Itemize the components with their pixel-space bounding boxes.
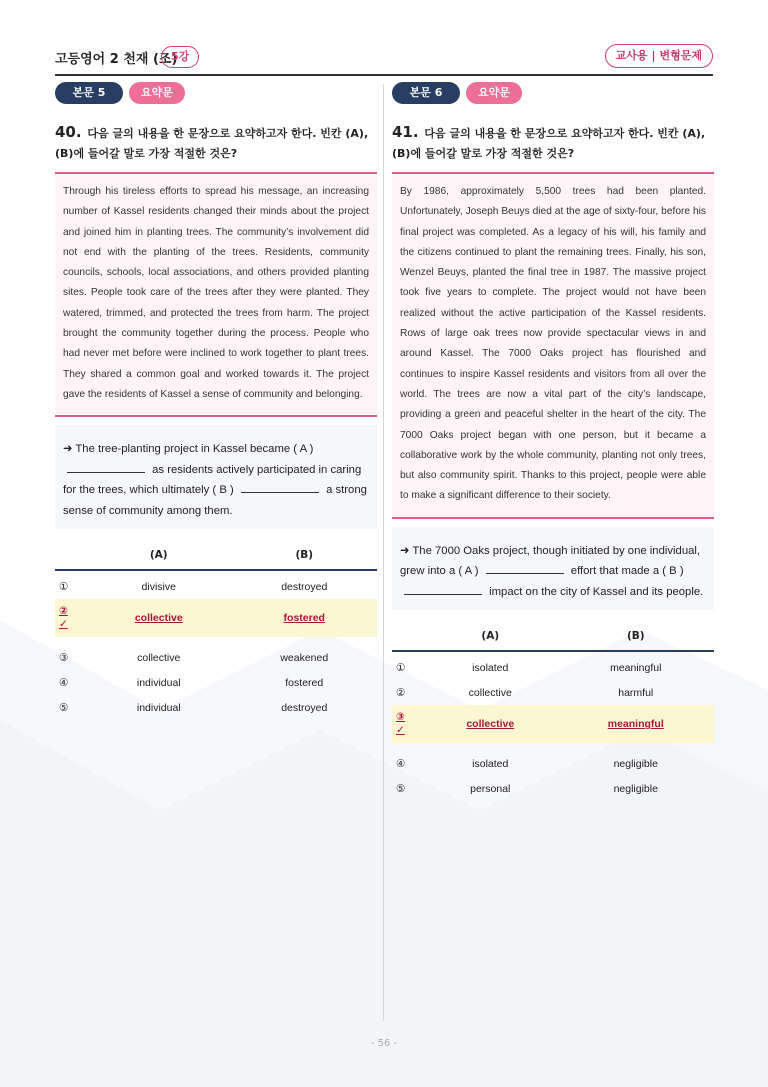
- badge-left-label: 교사용: [615, 49, 648, 62]
- choice-row[interactable]: [392, 751, 714, 776]
- question-40-column: [55, 82, 377, 720]
- choice-a: individual: [136, 676, 181, 689]
- choice-a: personal: [470, 782, 511, 795]
- choice-row-correct[interactable]: [392, 705, 714, 743]
- column-header-b: (B): [558, 622, 714, 651]
- column-divider: [383, 84, 384, 1021]
- choice-row[interactable]: [392, 776, 714, 801]
- choice-b: destroyed: [281, 701, 328, 714]
- page-header: [55, 44, 713, 76]
- answer-choices-table: [392, 622, 714, 801]
- type-tag: 요약문: [129, 82, 185, 104]
- choice-row[interactable]: [392, 651, 714, 680]
- choice-a: individual: [136, 701, 181, 714]
- choice-b: harmful: [618, 686, 654, 699]
- summary-box: [55, 425, 377, 529]
- question-text: 다음 글의 내용을 한 문장으로 요약하고자 한다. 빈칸 (A), (B)에 들어갈 말로 가장 적절한 것은?: [55, 127, 369, 160]
- badge-separator: |: [651, 49, 656, 62]
- section-pills: [55, 82, 377, 104]
- choice-b: weakened: [280, 651, 329, 664]
- summary-part-1: ➜ The 7000 Oaks project, though initiated by one individual, grew into a ( A ): [400, 544, 701, 578]
- choice-number: ⑤: [59, 701, 69, 714]
- choice-row[interactable]: [392, 680, 714, 705]
- choice-number-value: ②: [59, 605, 68, 618]
- choice-number: ⑤: [396, 782, 406, 795]
- badge-right-label: 변형문제: [659, 49, 702, 62]
- choice-number: ④: [396, 757, 406, 770]
- question-number: 40.: [55, 123, 82, 141]
- question-stem: [55, 122, 377, 164]
- question-stem: [392, 122, 714, 164]
- choice-number: [392, 705, 423, 743]
- teacher-badge: [605, 44, 713, 68]
- choice-a: isolated: [472, 757, 509, 770]
- choice-a: collective: [468, 686, 512, 699]
- choice-row[interactable]: [55, 695, 377, 720]
- choice-b: meaningful: [610, 661, 662, 674]
- choice-number-value: ③: [396, 711, 405, 724]
- choice-number: [55, 599, 86, 637]
- column-spacer: [55, 541, 86, 570]
- lesson-badge: 5강: [161, 46, 199, 68]
- choice-number: ①: [396, 661, 406, 674]
- summary-part-2: effort that made a ( B ): [570, 565, 684, 578]
- answer-choices-table: [55, 541, 377, 720]
- choice-number: ③: [59, 651, 69, 664]
- section-label: 본문 5: [55, 82, 123, 104]
- choice-a: isolated: [472, 661, 509, 674]
- blank-a: [486, 561, 564, 574]
- choice-row[interactable]: [55, 670, 377, 695]
- choice-row[interactable]: [55, 570, 377, 599]
- section-label: 본문 6: [392, 82, 460, 104]
- summary-part-3: impact on the city of Kassel and its people.: [489, 585, 704, 598]
- type-tag: 요약문: [466, 82, 522, 104]
- choice-b: fostered: [285, 676, 324, 689]
- choice-number: ①: [59, 580, 69, 593]
- column-spacer: [392, 622, 423, 651]
- choice-a: collective: [137, 651, 181, 664]
- choice-b: negligible: [613, 782, 658, 795]
- choice-number: ②: [396, 686, 406, 699]
- question-number: 41.: [392, 123, 419, 141]
- choice-a: collective: [86, 599, 232, 637]
- choice-a: collective: [423, 705, 558, 743]
- blank-b: [241, 480, 319, 493]
- row-spacer: [392, 743, 714, 751]
- check-mark-icon: ✓: [396, 724, 405, 737]
- choice-row-correct[interactable]: [55, 599, 377, 637]
- choice-b: destroyed: [281, 580, 328, 593]
- choice-row[interactable]: [55, 645, 377, 670]
- choice-number: ④: [59, 676, 69, 689]
- column-header-b: (B): [232, 541, 378, 570]
- section-pills: [392, 82, 714, 104]
- summary-part-2: as residents actively participated in caring for the trees, which ultimately ( B ): [63, 463, 362, 497]
- reading-passage: By 1986, approximately 5,500 trees had been planted. Unfortunately, Joseph Beuys died at the age of sixty-four, before his final project was completed. As a legacy of his will, his family and the citizens continued to plant the remaining trees. Finally, his son, Wenzel Beuys, planted the final tree in 1987. The massive project took five years to complete. The project would not have been realized without the active participation of the Kassel residents. Rows of large oak trees now provide spectacular views in and around Kassel. The 7000 Oaks project has flourished and continues to inspire Kassel residents and visitors from all over the world. The trees are now a vital part of the city’s landscape, providing a green and peaceful shelter in the heart of the city. The 7000 Oaks project began with one person, but it became a collaborative work by the whole community, planting not only trees, but also community spirit. Thanks to this project, people were able to make a significant difference to their society.: [392, 172, 714, 519]
- choice-b: fostered: [232, 599, 378, 637]
- question-41-column: [392, 82, 714, 801]
- book-title: 고등영어 2 천재 (조): [55, 52, 178, 67]
- page-number: - 56 -: [370, 1038, 398, 1049]
- reading-passage: Through his tireless efforts to spread his message, an increasing number of Kassel residents changed their minds about the project and joined him in planting trees. The community’s involvement did not end with the planting of the trees. Residents, community councils, schools, local associations, and others provided planting sites. People took care of the trees after they were planted. They watered, trimmed, and protected the trees from harm. The project brought the community together during the process. People who had never met before were inclined to work together to plant trees. They shared a common goal and worked towards it. The project gave the residents of Kassel a sense of community and belonging.: [55, 172, 377, 417]
- choice-a: divisive: [141, 580, 176, 593]
- choice-b: meaningful: [558, 705, 714, 743]
- column-header-a: (A): [86, 541, 232, 570]
- blank-a: [67, 460, 145, 473]
- row-spacer: [55, 637, 377, 645]
- summary-part-1: ➜ The tree-planting project in Kassel became ( A ): [63, 443, 314, 456]
- summary-box: [392, 527, 714, 611]
- column-header-a: (A): [423, 622, 558, 651]
- summary-part-3: a strong sense of community among them.: [63, 484, 367, 517]
- question-text: 다음 글의 내용을 한 문장으로 요약하고자 한다. 빈칸 (A), (B)에 들어갈 말로 가장 적절한 것은?: [392, 127, 706, 160]
- blank-b: [404, 582, 482, 595]
- check-mark-icon: ✓: [59, 618, 68, 631]
- choice-b: negligible: [613, 757, 658, 770]
